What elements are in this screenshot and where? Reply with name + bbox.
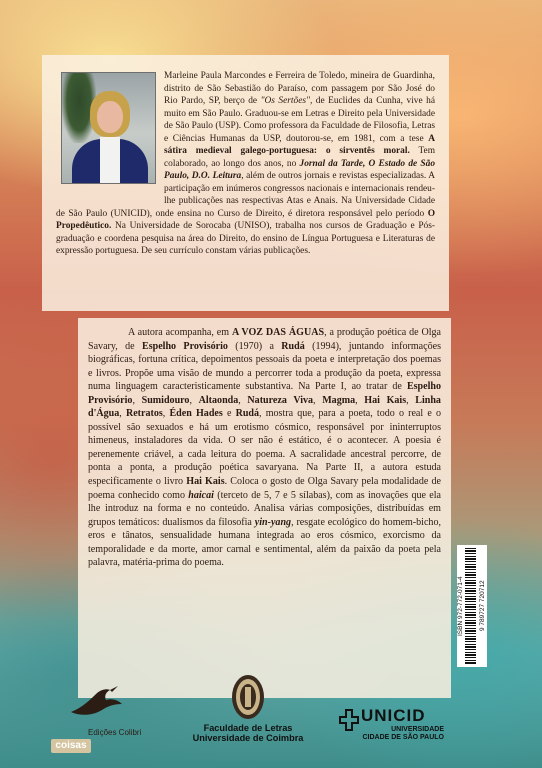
text-run: yin-yang	[254, 516, 292, 528]
text-run: A VOZ DAS ÁGUAS	[231, 327, 325, 338]
text-run: (1994), juntando informações biográficas, fortuna crítica, depoimentos pessoais da poeta e interpretação dos poemas e livros. Propõe uma visão de mundo a percorrer toda a produção da poeta, expressa numa linguagem caracteristicamente substantiva. Na Parte I, ao tratar de	[88, 340, 441, 393]
text-run: Marleine Paula Marcondes e Ferreira de Toledo, mineira de Guardinha, distrito de São Sebastião do Paraíso, com passagem por São José do Rio Pardo, SP, berço de	[164, 71, 435, 106]
colibri-bird-icon	[66, 682, 126, 722]
unicid-line1: UNIVERSIDADE	[391, 726, 444, 733]
text-run: (terceto de 5, 7 e 5 sílabas), com as inovações que ela lhe introduz na forma e no conteúdo. Analisa várias composições, distribuídas em grupos temáticos: dualismos da filosofia	[88, 489, 441, 528]
text-run: Rudá	[281, 340, 305, 352]
text-run: Hai Kais	[364, 394, 407, 406]
text-run: A sátira medieval galego-portuguesa: o sirventês moral.	[164, 133, 435, 156]
text-run: e	[222, 408, 236, 420]
isbn-label: ISBN 972-772-071-4	[457, 576, 464, 636]
text-run: , resgate ecológico do homem-bicho, eros e tânatos, sensualidade humana integrada ao eros cósmico, exorcismo da temporalidade e da morte, amor carnal e sentimental, além da paixão da poeta pela palavra, matéria-prima do poema.	[88, 516, 441, 569]
text-run: "Os Sertões"	[260, 96, 310, 106]
text-run: Altaonda	[198, 394, 239, 406]
text-run: Magma	[322, 394, 356, 406]
publisher-colibri: Edições Colibri	[88, 728, 142, 737]
text-run: . Coloca o gosto de Olga Savary pela modalidade de poema conhecido como	[88, 476, 441, 501]
text-run: Jornal da Tarde, O Estado de São Paulo, D.O. Leitura	[164, 158, 436, 181]
text-run: Espelho Provisório	[88, 381, 441, 406]
text-run: A autora acompanha, em	[128, 327, 232, 338]
text-run: haicai	[188, 489, 214, 501]
faculdade-line1: Faculdade de Letras	[203, 723, 293, 733]
text-run: Éden Hades	[169, 408, 223, 420]
university-crest-icon	[230, 673, 266, 721]
author-bio-panel	[42, 55, 449, 311]
photo-spacer	[56, 70, 164, 198]
text-run: ,	[406, 394, 416, 406]
text-run: Retratos	[125, 408, 163, 420]
text-run: , mostra que, para a poeta, todo o real e o possível são sexuados e há um erotismo cósmico, responsável por ininterruptos himeneus, instaladores da vida. O ser não é estático, é o acontecer. A poesia é perenemente criável, a cada leitura do poema. A sacralidade ancestral percorre, de ponta a ponta, a produção poética savaryana. Na Parte II, a autora estuda especificamente o livro	[88, 408, 441, 488]
text-run: Hai Kais	[186, 476, 225, 488]
text-run: ,	[313, 394, 323, 406]
barcode-bars	[465, 548, 476, 664]
text-run: Na Universidade de Sorocaba (UNISO), trabalha nos cursos de Graduação e Pós-graduação e coordena pesquisa na área do Direito, do ensino de Língua Portuguesa e Literaturas de expressão portuguesa. De seu currículo constam várias publicações.	[56, 221, 435, 256]
store-sticker: coisas	[51, 739, 91, 753]
faculdade-line2: Universidade de Coimbra	[192, 733, 304, 743]
text-run: , de Euclides da Cunha, vive há muito em São Paulo. Graduou-se em Letras e Direito pela Universidade de São Paulo (USP). Como professora da Faculdade de Filosofia, Letras e Ciências Humanas da USP, doutorou-se, em 1981, com a tese	[164, 96, 435, 144]
book-description-panel	[78, 318, 451, 698]
unicid-line2: CIDADE DE SÃO PAULO	[362, 734, 444, 741]
text-run: Natureza Viva	[247, 394, 314, 406]
text-run: (1970) a	[227, 340, 282, 352]
text-run: O Propedêutico.	[56, 208, 435, 231]
text-run: Espelho Provisório	[142, 340, 228, 352]
text-run: ,	[162, 408, 170, 420]
text-run: ,	[189, 394, 199, 406]
text-run: , a produção poética de Olga Savary, de	[88, 327, 441, 352]
author-bio-text	[42, 55, 449, 311]
publisher-faculdade	[178, 723, 318, 743]
description-rich	[88, 327, 441, 568]
text-run: Linha d'Água	[88, 394, 441, 420]
text-run: ,	[355, 394, 365, 406]
publisher-unicid: UNICID	[361, 706, 426, 725]
text-run: ,	[119, 408, 126, 420]
text-run: Tem colaborado, ao longo dos anos, no	[164, 146, 435, 169]
text-run: ,	[238, 394, 248, 406]
text-run: Rudá	[235, 408, 260, 420]
text-run: ,	[132, 394, 142, 406]
isbn-barcode	[457, 545, 487, 667]
text-run: , além de outros jornais e revistas especializadas. A participação em inúmeros congressos nacionais e internacionais rendeu-lhe publicações nas respectivas Atas e Anais. Na Universidade Cidade de São Paulo (UNICID), onde ensina no Curso de Direito, é diretora responsável pelo período	[56, 171, 436, 219]
text-run: Sumidouro	[141, 394, 190, 406]
barcode-digits: 9 789727 720712	[479, 580, 486, 632]
book-description-text	[78, 318, 451, 570]
publisher-unicid-subtitle	[344, 726, 444, 742]
